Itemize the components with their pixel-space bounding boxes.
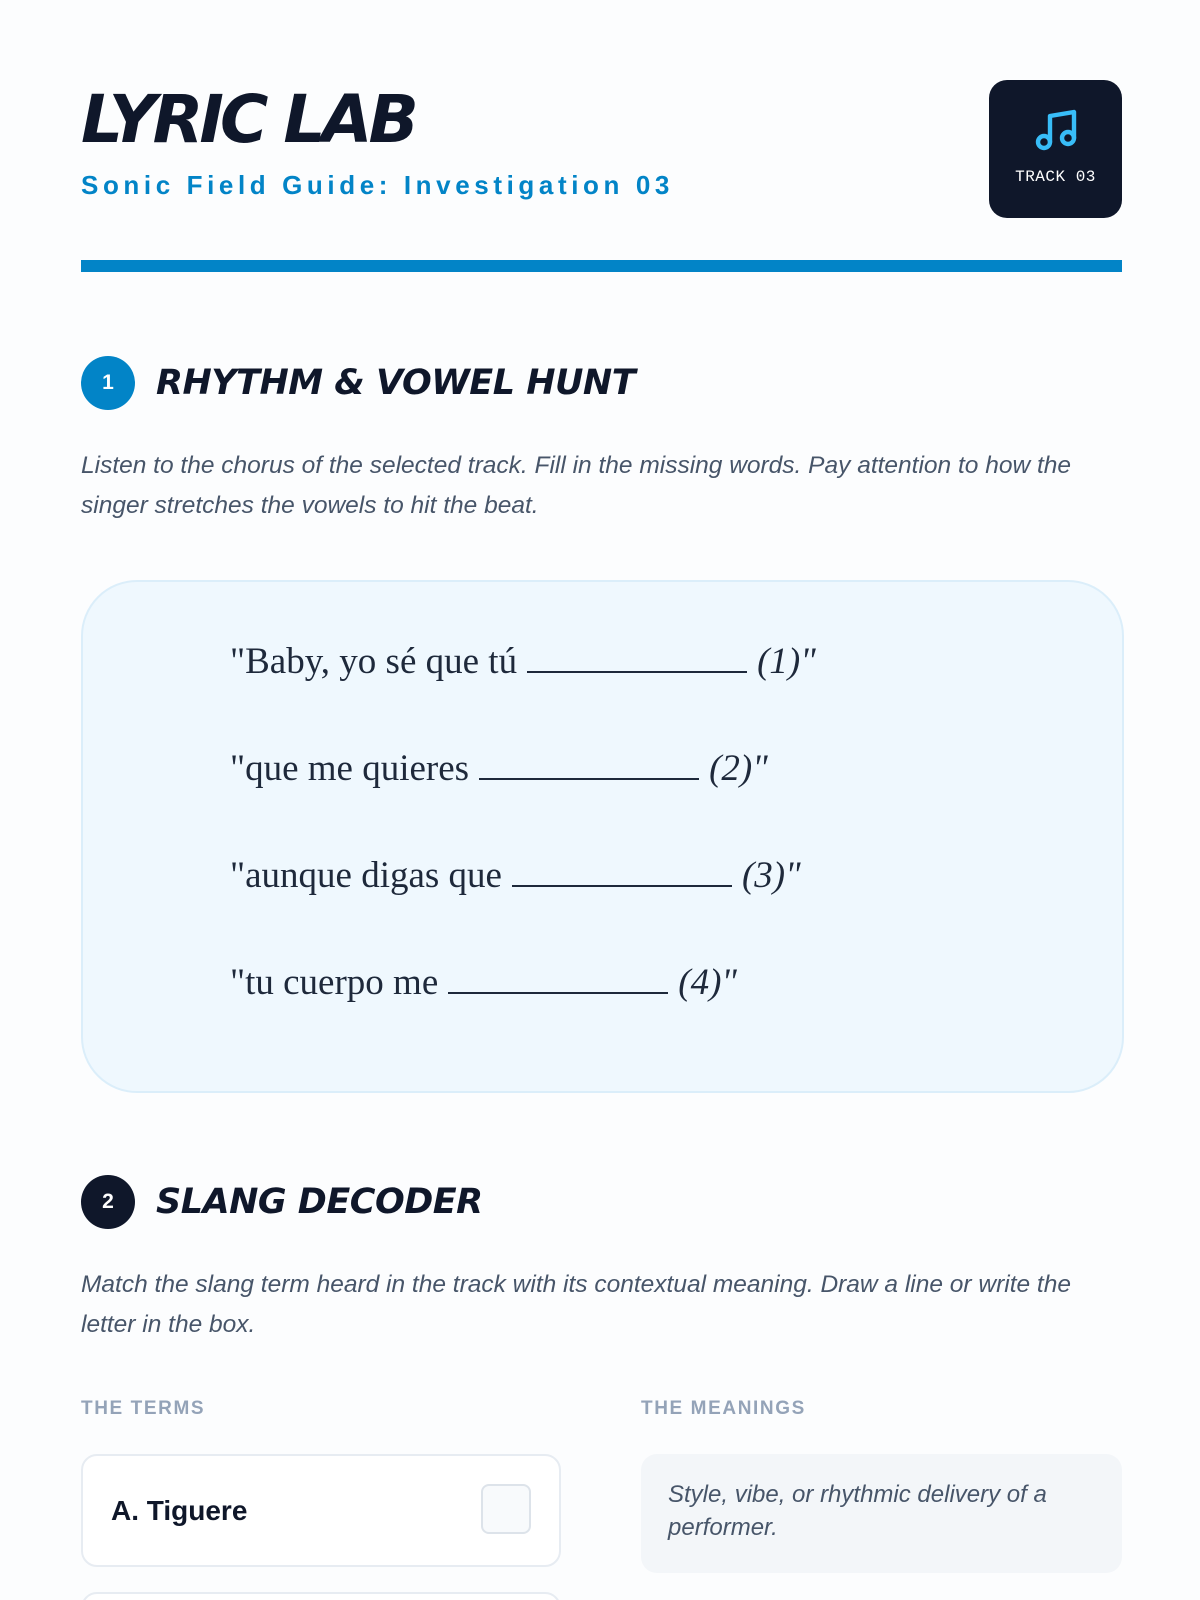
lyric-blank-2[interactable] xyxy=(479,748,699,780)
track-label: TRACK 03 xyxy=(1015,168,1096,186)
meanings-column-header: THE MEANINGS xyxy=(641,1398,806,1419)
section-title: RHYTHM & VOWEL HUNT xyxy=(156,363,636,403)
lyric-blank-3[interactable] xyxy=(512,855,732,887)
lyric-line xyxy=(230,640,816,684)
lyric-box xyxy=(81,580,1124,1093)
track-badge xyxy=(989,80,1122,218)
worksheet-page xyxy=(81,0,1122,1600)
lyric-text: "tu cuerpo me xyxy=(230,962,439,1003)
section-1-instructions: Listen to the chorus of the selected track. Fill in the missing words. Pay attention to how the singer stretches the vowels to hit the beat. xyxy=(81,452,1072,519)
term-label: A. Tiguere xyxy=(111,1495,248,1526)
section-2-instructions: Match the slang term heard in the track with its contextual meaning. Draw a line or write the letter in the box. xyxy=(81,1271,1071,1338)
lyric-blank-4[interactable] xyxy=(448,962,668,994)
terms-column-header: THE TERMS xyxy=(81,1398,206,1419)
section-2-heading xyxy=(81,1175,1122,1229)
meaning-text: Style, vibe, or rhythmic delivery of a performer. xyxy=(668,1481,1047,1541)
section-title: SLANG DECODER xyxy=(156,1182,483,1222)
lyric-line xyxy=(230,961,737,1005)
blank-number: (3)" xyxy=(741,855,801,896)
lyric-text: "aunque digas que xyxy=(230,855,502,896)
page-title: LYRIC LAB xyxy=(81,81,415,158)
lyric-line xyxy=(230,854,801,898)
answer-box[interactable] xyxy=(481,1484,531,1534)
section-1-heading xyxy=(81,356,1122,410)
music-note-icon xyxy=(1032,106,1080,154)
term-card xyxy=(81,1592,561,1600)
lyric-text: "Baby, yo sé que tú xyxy=(230,641,518,682)
lyric-blank-1[interactable] xyxy=(527,641,747,673)
section-number-badge: 2 xyxy=(81,1175,135,1229)
lyric-line xyxy=(230,747,768,791)
blank-number: (2)" xyxy=(709,748,768,789)
lyric-text: "que me quieres xyxy=(230,748,470,789)
header xyxy=(81,80,1122,220)
blank-number: (4)" xyxy=(678,962,737,1003)
section-number-badge: 1 xyxy=(81,356,135,410)
blank-number: (1)" xyxy=(757,641,816,682)
term-card xyxy=(81,1454,561,1567)
page-subtitle: Sonic Field Guide: Investigation 03 xyxy=(81,170,674,200)
header-divider xyxy=(81,260,1122,272)
meaning-card xyxy=(641,1454,1122,1573)
